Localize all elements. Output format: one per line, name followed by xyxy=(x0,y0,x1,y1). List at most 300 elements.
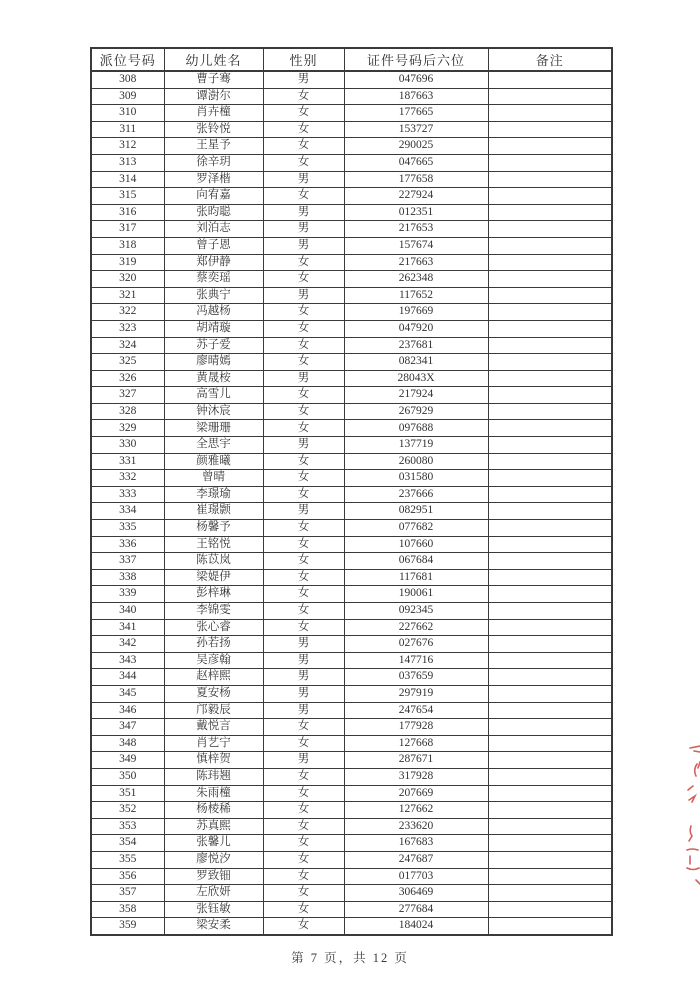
table-row xyxy=(91,768,612,785)
cell-gender: 女 xyxy=(263,121,344,138)
cell-child-name: 廖晴嫣 xyxy=(164,354,263,371)
cell-gender: 女 xyxy=(263,337,344,354)
cell-gender: 男 xyxy=(263,702,344,719)
table-row xyxy=(91,337,612,354)
cell-child-name: 崔璟颢 xyxy=(164,503,263,520)
cell-allocation-number: 327 xyxy=(91,387,164,404)
cell-allocation-number: 322 xyxy=(91,304,164,321)
table-row xyxy=(91,403,612,420)
cell-remarks xyxy=(488,918,612,935)
cell-allocation-number: 334 xyxy=(91,503,164,520)
table-row xyxy=(91,851,612,868)
cell-gender: 男 xyxy=(263,204,344,221)
cell-id-last-six: 217663 xyxy=(344,254,488,271)
cell-id-last-six: 012351 xyxy=(344,204,488,221)
cell-allocation-number: 314 xyxy=(91,171,164,188)
cell-id-last-six: 197669 xyxy=(344,304,488,321)
cell-child-name: 钟沐宸 xyxy=(164,403,263,420)
cell-remarks xyxy=(488,437,612,454)
cell-id-last-six: 287671 xyxy=(344,752,488,769)
table-row xyxy=(91,619,612,636)
cell-id-last-six: 217653 xyxy=(344,221,488,238)
cell-allocation-number: 308 xyxy=(91,71,164,88)
cell-id-last-six: 317928 xyxy=(344,768,488,785)
cell-remarks xyxy=(488,503,612,520)
cell-remarks xyxy=(488,71,612,88)
table-row xyxy=(91,735,612,752)
table-row xyxy=(91,88,612,105)
cell-remarks xyxy=(488,553,612,570)
cell-id-last-six: 227662 xyxy=(344,619,488,636)
cell-allocation-number: 319 xyxy=(91,254,164,271)
table-row xyxy=(91,918,612,935)
cell-remarks xyxy=(488,105,612,122)
table-row xyxy=(91,188,612,205)
cell-child-name: 赵梓熙 xyxy=(164,669,263,686)
cell-child-name: 梁媞伊 xyxy=(164,569,263,586)
cell-allocation-number: 315 xyxy=(91,188,164,205)
cell-gender: 女 xyxy=(263,735,344,752)
cell-child-name: 苏子爱 xyxy=(164,337,263,354)
table-row xyxy=(91,138,612,155)
cell-gender: 女 xyxy=(263,719,344,736)
cell-gender: 男 xyxy=(263,752,344,769)
cell-id-last-six: 097688 xyxy=(344,420,488,437)
table-row xyxy=(91,121,612,138)
cell-remarks xyxy=(488,802,612,819)
cell-allocation-number: 355 xyxy=(91,851,164,868)
cell-gender: 男 xyxy=(263,669,344,686)
table-row xyxy=(91,818,612,835)
cell-child-name: 肖卉橦 xyxy=(164,105,263,122)
cell-allocation-number: 329 xyxy=(91,420,164,437)
cell-remarks xyxy=(488,254,612,271)
cell-allocation-number: 345 xyxy=(91,685,164,702)
cell-gender: 男 xyxy=(263,221,344,238)
cell-allocation-number: 332 xyxy=(91,470,164,487)
cell-gender: 女 xyxy=(263,470,344,487)
cell-id-last-six: 047696 xyxy=(344,71,488,88)
table-row xyxy=(91,536,612,553)
cell-id-last-six: 077682 xyxy=(344,520,488,537)
cell-allocation-number: 358 xyxy=(91,901,164,918)
table-row xyxy=(91,835,612,852)
cell-gender: 男 xyxy=(263,171,344,188)
cell-child-name: 邝毅辰 xyxy=(164,702,263,719)
cell-remarks xyxy=(488,586,612,603)
table-row xyxy=(91,901,612,918)
cell-child-name: 慎梓贺 xyxy=(164,752,263,769)
cell-gender: 女 xyxy=(263,918,344,935)
cell-id-last-six: 127662 xyxy=(344,802,488,819)
cell-child-name: 彭梓琳 xyxy=(164,586,263,603)
cell-allocation-number: 313 xyxy=(91,154,164,171)
header-child-name: 幼儿姓名 xyxy=(164,48,263,71)
cell-allocation-number: 317 xyxy=(91,221,164,238)
cell-remarks xyxy=(488,403,612,420)
cell-child-name: 左欣妍 xyxy=(164,885,263,902)
cell-child-name: 黄晟桉 xyxy=(164,370,263,387)
table-row xyxy=(91,470,612,487)
cell-gender: 男 xyxy=(263,437,344,454)
table-row xyxy=(91,71,612,88)
table-row xyxy=(91,636,612,653)
cell-gender: 女 xyxy=(263,354,344,371)
cell-child-name: 梁珊珊 xyxy=(164,420,263,437)
cell-allocation-number: 343 xyxy=(91,652,164,669)
cell-remarks xyxy=(488,851,612,868)
cell-child-name: 曾子恩 xyxy=(164,237,263,254)
cell-gender: 女 xyxy=(263,586,344,603)
cell-id-last-six: 267929 xyxy=(344,403,488,420)
table-row xyxy=(91,569,612,586)
header-gender: 性别 xyxy=(263,48,344,71)
cell-remarks xyxy=(488,237,612,254)
cell-gender: 女 xyxy=(263,88,344,105)
cell-id-last-six: 037659 xyxy=(344,669,488,686)
cell-allocation-number: 344 xyxy=(91,669,164,686)
cell-child-name: 陈玮翘 xyxy=(164,768,263,785)
cell-allocation-number: 353 xyxy=(91,818,164,835)
cell-remarks xyxy=(488,536,612,553)
cell-id-last-six: 227924 xyxy=(344,188,488,205)
cell-allocation-number: 331 xyxy=(91,453,164,470)
cell-child-name: 胡靖璇 xyxy=(164,320,263,337)
cell-child-name: 蔡奕瑶 xyxy=(164,271,263,288)
cell-allocation-number: 312 xyxy=(91,138,164,155)
cell-id-last-six: 184024 xyxy=(344,918,488,935)
cell-child-name: 颜雅曦 xyxy=(164,453,263,470)
cell-remarks xyxy=(488,470,612,487)
cell-child-name: 曹子骞 xyxy=(164,71,263,88)
cell-remarks xyxy=(488,337,612,354)
header-id-last-six: 证件号码后六位 xyxy=(344,48,488,71)
cell-remarks xyxy=(488,486,612,503)
cell-remarks xyxy=(488,719,612,736)
cell-remarks xyxy=(488,785,612,802)
cell-gender: 女 xyxy=(263,304,344,321)
cell-allocation-number: 326 xyxy=(91,370,164,387)
cell-allocation-number: 337 xyxy=(91,553,164,570)
cell-id-last-six: 290025 xyxy=(344,138,488,155)
cell-child-name: 梁安柔 xyxy=(164,918,263,935)
cell-id-last-six: 107660 xyxy=(344,536,488,553)
cell-id-last-six: 082341 xyxy=(344,354,488,371)
table-row xyxy=(91,586,612,603)
cell-remarks xyxy=(488,88,612,105)
cell-remarks xyxy=(488,171,612,188)
cell-allocation-number: 351 xyxy=(91,785,164,802)
cell-id-last-six: 177658 xyxy=(344,171,488,188)
table-row xyxy=(91,885,612,902)
cell-child-name: 廖悦汐 xyxy=(164,851,263,868)
table-row xyxy=(91,105,612,122)
table-header xyxy=(91,48,612,71)
cell-allocation-number: 354 xyxy=(91,835,164,852)
table-row xyxy=(91,420,612,437)
cell-id-last-six: 082951 xyxy=(344,503,488,520)
cell-child-name: 苏真熙 xyxy=(164,818,263,835)
cell-id-last-six: 233620 xyxy=(344,818,488,835)
table-row xyxy=(91,453,612,470)
cell-allocation-number: 330 xyxy=(91,437,164,454)
cell-id-last-six: 237666 xyxy=(344,486,488,503)
cell-gender: 女 xyxy=(263,320,344,337)
cell-remarks xyxy=(488,885,612,902)
cell-child-name: 李锦雯 xyxy=(164,603,263,620)
cell-remarks xyxy=(488,752,612,769)
cell-id-last-six: 117681 xyxy=(344,569,488,586)
cell-remarks xyxy=(488,221,612,238)
cell-remarks xyxy=(488,569,612,586)
cell-id-last-six: 047665 xyxy=(344,154,488,171)
cell-child-name: 张铃悦 xyxy=(164,121,263,138)
cell-allocation-number: 320 xyxy=(91,271,164,288)
cell-remarks xyxy=(488,735,612,752)
cell-gender: 女 xyxy=(263,569,344,586)
cell-id-last-six: 047920 xyxy=(344,320,488,337)
table-row xyxy=(91,354,612,371)
cell-child-name: 王铭悦 xyxy=(164,536,263,553)
cell-child-name: 吴彦翰 xyxy=(164,652,263,669)
cell-allocation-number: 318 xyxy=(91,237,164,254)
cell-allocation-number: 316 xyxy=(91,204,164,221)
cell-child-name: 朱雨橦 xyxy=(164,785,263,802)
table-row xyxy=(91,154,612,171)
table-row xyxy=(91,254,612,271)
cell-gender: 女 xyxy=(263,138,344,155)
cell-child-name: 李璟瑜 xyxy=(164,486,263,503)
table-row xyxy=(91,486,612,503)
cell-remarks xyxy=(488,188,612,205)
cell-id-last-six: 237681 xyxy=(344,337,488,354)
cell-allocation-number: 339 xyxy=(91,586,164,603)
cell-child-name: 全思宇 xyxy=(164,437,263,454)
table-row xyxy=(91,271,612,288)
cell-allocation-number: 336 xyxy=(91,536,164,553)
cell-gender: 女 xyxy=(263,387,344,404)
cell-child-name: 高雪儿 xyxy=(164,387,263,404)
cell-remarks xyxy=(488,702,612,719)
table-row xyxy=(91,287,612,304)
cell-remarks xyxy=(488,453,612,470)
table-row xyxy=(91,802,612,819)
cell-id-last-six: 177928 xyxy=(344,719,488,736)
cell-gender: 男 xyxy=(263,636,344,653)
table-row xyxy=(91,669,612,686)
cell-gender: 男 xyxy=(263,237,344,254)
cell-remarks xyxy=(488,520,612,537)
cell-child-name: 罗泽楷 xyxy=(164,171,263,188)
cell-remarks xyxy=(488,320,612,337)
cell-child-name: 罗致钿 xyxy=(164,868,263,885)
table-row xyxy=(91,520,612,537)
cell-remarks xyxy=(488,387,612,404)
cell-remarks xyxy=(488,669,612,686)
cell-child-name: 夏安杨 xyxy=(164,685,263,702)
cell-id-last-six: 277684 xyxy=(344,901,488,918)
table-row xyxy=(91,503,612,520)
cell-id-last-six: 190061 xyxy=(344,586,488,603)
cell-id-last-six: 067684 xyxy=(344,553,488,570)
cell-id-last-six: 027676 xyxy=(344,636,488,653)
cell-id-last-six: 28043X xyxy=(344,370,488,387)
cell-gender: 女 xyxy=(263,520,344,537)
cell-gender: 女 xyxy=(263,536,344,553)
cell-remarks xyxy=(488,835,612,852)
cell-remarks xyxy=(488,354,612,371)
cell-allocation-number: 321 xyxy=(91,287,164,304)
cell-remarks xyxy=(488,420,612,437)
cell-id-last-six: 187663 xyxy=(344,88,488,105)
cell-id-last-six: 137719 xyxy=(344,437,488,454)
cell-child-name: 曾晴 xyxy=(164,470,263,487)
table-row xyxy=(91,752,612,769)
cell-allocation-number: 333 xyxy=(91,486,164,503)
cell-allocation-number: 352 xyxy=(91,802,164,819)
cell-child-name: 孙若扬 xyxy=(164,636,263,653)
cell-allocation-number: 309 xyxy=(91,88,164,105)
cell-remarks xyxy=(488,271,612,288)
cell-child-name: 杨棱稀 xyxy=(164,802,263,819)
cell-remarks xyxy=(488,304,612,321)
cell-id-last-six: 031580 xyxy=(344,470,488,487)
cell-id-last-six: 153727 xyxy=(344,121,488,138)
cell-remarks xyxy=(488,603,612,620)
cell-remarks xyxy=(488,287,612,304)
cell-id-last-six: 167683 xyxy=(344,835,488,852)
table-row xyxy=(91,171,612,188)
cell-id-last-six: 017703 xyxy=(344,868,488,885)
cell-child-name: 向宥嘉 xyxy=(164,188,263,205)
cell-child-name: 徐辛玥 xyxy=(164,154,263,171)
cell-id-last-six: 092345 xyxy=(344,603,488,620)
cell-gender: 男 xyxy=(263,370,344,387)
cell-gender: 女 xyxy=(263,619,344,636)
cell-gender: 女 xyxy=(263,851,344,868)
cell-allocation-number: 325 xyxy=(91,354,164,371)
table-row xyxy=(91,553,612,570)
cell-allocation-number: 342 xyxy=(91,636,164,653)
cell-child-name: 肖艺宁 xyxy=(164,735,263,752)
cell-allocation-number: 340 xyxy=(91,603,164,620)
cell-child-name: 谭澍尔 xyxy=(164,88,263,105)
table-row xyxy=(91,603,612,620)
table-row xyxy=(91,221,612,238)
cell-allocation-number: 310 xyxy=(91,105,164,122)
cell-child-name: 冯越杨 xyxy=(164,304,263,321)
cell-gender: 男 xyxy=(263,287,344,304)
header-remarks: 备注 xyxy=(488,48,612,71)
cell-gender: 女 xyxy=(263,420,344,437)
table-row xyxy=(91,204,612,221)
cell-id-last-six: 157674 xyxy=(344,237,488,254)
cell-gender: 女 xyxy=(263,835,344,852)
table-row xyxy=(91,785,612,802)
cell-child-name: 张心睿 xyxy=(164,619,263,636)
cell-id-last-six: 247654 xyxy=(344,702,488,719)
cell-id-last-six: 177665 xyxy=(344,105,488,122)
cell-child-name: 王星予 xyxy=(164,138,263,155)
cell-id-last-six: 247687 xyxy=(344,851,488,868)
cell-gender: 女 xyxy=(263,603,344,620)
table-row xyxy=(91,370,612,387)
cell-child-name: 郑伊静 xyxy=(164,254,263,271)
cell-remarks xyxy=(488,652,612,669)
cell-gender: 男 xyxy=(263,503,344,520)
table-row xyxy=(91,702,612,719)
cell-id-last-six: 207669 xyxy=(344,785,488,802)
cell-gender: 女 xyxy=(263,818,344,835)
header-row xyxy=(91,48,612,71)
cell-allocation-number: 328 xyxy=(91,403,164,420)
cell-allocation-number: 347 xyxy=(91,719,164,736)
cell-gender: 女 xyxy=(263,768,344,785)
cell-child-name: 张馨儿 xyxy=(164,835,263,852)
cell-gender: 女 xyxy=(263,553,344,570)
cell-remarks xyxy=(488,619,612,636)
cell-gender: 女 xyxy=(263,188,344,205)
cell-child-name: 张钰敏 xyxy=(164,901,263,918)
page-number-footer: 第 7 页，共 12 页 xyxy=(291,951,409,965)
cell-gender: 女 xyxy=(263,254,344,271)
cell-gender: 女 xyxy=(263,154,344,171)
cell-remarks xyxy=(488,121,612,138)
cell-allocation-number: 324 xyxy=(91,337,164,354)
cell-gender: 女 xyxy=(263,885,344,902)
cell-gender: 女 xyxy=(263,486,344,503)
cell-allocation-number: 356 xyxy=(91,868,164,885)
cell-gender: 男 xyxy=(263,652,344,669)
cell-id-last-six: 260080 xyxy=(344,453,488,470)
table-row xyxy=(91,437,612,454)
table-row xyxy=(91,237,612,254)
cell-id-last-six: 147716 xyxy=(344,652,488,669)
cell-gender: 女 xyxy=(263,802,344,819)
cell-allocation-number: 348 xyxy=(91,735,164,752)
allocation-roster-table xyxy=(90,47,613,936)
cell-gender: 男 xyxy=(263,685,344,702)
cell-id-last-six: 117652 xyxy=(344,287,488,304)
cell-gender: 男 xyxy=(263,71,344,88)
cell-gender: 女 xyxy=(263,785,344,802)
cell-child-name: 刘泊志 xyxy=(164,221,263,238)
cell-remarks xyxy=(488,818,612,835)
cell-gender: 女 xyxy=(263,403,344,420)
cell-allocation-number: 350 xyxy=(91,768,164,785)
cell-id-last-six: 297919 xyxy=(344,685,488,702)
cell-remarks xyxy=(488,370,612,387)
cell-id-last-six: 127668 xyxy=(344,735,488,752)
table-row xyxy=(91,387,612,404)
cell-remarks xyxy=(488,768,612,785)
cell-allocation-number: 311 xyxy=(91,121,164,138)
cell-child-name: 戴悦言 xyxy=(164,719,263,736)
table-row xyxy=(91,868,612,885)
cell-allocation-number: 359 xyxy=(91,918,164,935)
cell-remarks xyxy=(488,204,612,221)
table-row xyxy=(91,685,612,702)
cell-allocation-number: 349 xyxy=(91,752,164,769)
cell-gender: 女 xyxy=(263,271,344,288)
cell-allocation-number: 341 xyxy=(91,619,164,636)
cell-id-last-six: 262348 xyxy=(344,271,488,288)
cell-remarks xyxy=(488,138,612,155)
table-row xyxy=(91,320,612,337)
table-row xyxy=(91,652,612,669)
table-row xyxy=(91,304,612,321)
cell-remarks xyxy=(488,154,612,171)
